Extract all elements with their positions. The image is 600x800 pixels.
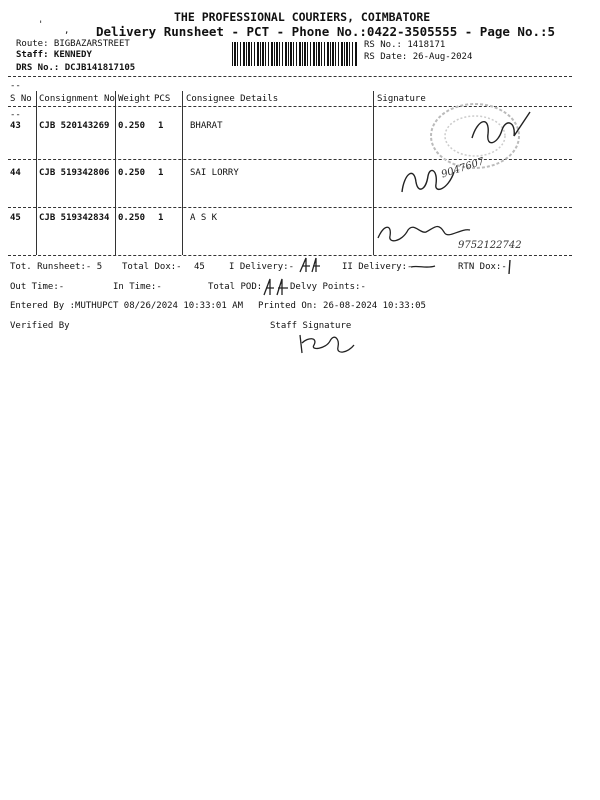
row-pcs: 1 [158, 121, 164, 131]
row-weight: 0.250 [118, 213, 146, 223]
row-sno: 45 [10, 213, 21, 223]
divider [8, 76, 572, 77]
i-delivery-label: I Delivery:- [229, 262, 295, 272]
row-consignment: CJB 520143269 [39, 121, 110, 131]
column-divider [182, 91, 183, 255]
col-header-consignment: Consignment No [39, 94, 115, 104]
handwritten-phone-row44: 9047607 [440, 156, 486, 181]
rtn-dox-label: RTN Dox:- [458, 262, 507, 272]
row-consignment: CJB 519342806 [39, 168, 110, 178]
row-weight: 0.250 [118, 168, 146, 178]
row-sno: 43 [10, 121, 21, 131]
ii-delivery-label: II Delivery:- [342, 262, 413, 272]
total-pod-handwritten [262, 277, 292, 297]
in-time-label: In Time:- [113, 282, 162, 292]
divider [8, 207, 572, 208]
drs-number: DRS No.: DCJB141817105 [16, 63, 136, 73]
rs-number: RS No.: 1418171 [364, 40, 446, 50]
total-dox-label: Total Dox:- [122, 262, 182, 272]
divider-marks: -- [10, 81, 21, 91]
header-mark: , [64, 26, 70, 36]
header-mark: ' [38, 20, 44, 30]
delvy-points-label: Delvy Points:- [290, 282, 366, 292]
rtn-dox-handwritten [506, 259, 514, 275]
staff-signature-label: Staff Signature [270, 321, 352, 331]
column-divider [115, 91, 116, 255]
signature-row43 [468, 108, 538, 156]
col-header-weight: Weight [118, 94, 151, 104]
company-title: THE PROFESSIONAL COURIERS, COIMBATORE [174, 10, 431, 24]
col-header-sno: S No [10, 94, 32, 104]
ii-delivery-dash [410, 264, 436, 270]
row-pcs: 1 [158, 213, 164, 223]
rs-date: RS Date: 26-Aug-2024 [364, 52, 473, 62]
col-header-consignee: Consignee Details [186, 94, 279, 104]
row-consignee: A S K [190, 213, 218, 223]
row-consignment: CJB 519342834 [39, 213, 110, 223]
divider-marks: -- [10, 110, 21, 120]
column-divider [36, 91, 37, 255]
verified-by-label: Verified By [10, 321, 70, 331]
total-pod-label: Total POD: [208, 282, 263, 292]
i-delivery-handwritten [298, 256, 322, 274]
handwritten-phone-row45: 9752122742 [458, 240, 522, 251]
col-header-signature: Signature [377, 94, 426, 104]
row-pcs: 1 [158, 168, 164, 178]
out-time-label: Out Time:- [10, 282, 65, 292]
staff-label: Staff: KENNEDY [16, 50, 92, 60]
barcode [232, 42, 358, 66]
row-consignee: BHARAT [190, 121, 223, 131]
entered-by: Entered By :MUTHUPCT 08/26/2024 10:33:01 AM [10, 301, 243, 311]
staff-signature [296, 331, 358, 357]
printed-on: Printed On: 26-08-2024 10:33:05 [258, 301, 426, 311]
col-header-pcs: PCS [154, 94, 171, 104]
divider [8, 255, 572, 256]
total-runsheet: Tot. Runsheet:- 5 [10, 262, 103, 272]
runsheet-heading: Delivery Runsheet - PCT - Phone No.:0422-3505555 - Page No.:5 [96, 24, 556, 39]
total-dox-value: 45 [194, 262, 205, 272]
row-sno: 44 [10, 168, 21, 178]
row-consignee: SAI LORRY [190, 168, 239, 178]
route-label: Route: BIGBAZARSTREET [16, 39, 130, 49]
row-weight: 0.250 [118, 121, 146, 131]
